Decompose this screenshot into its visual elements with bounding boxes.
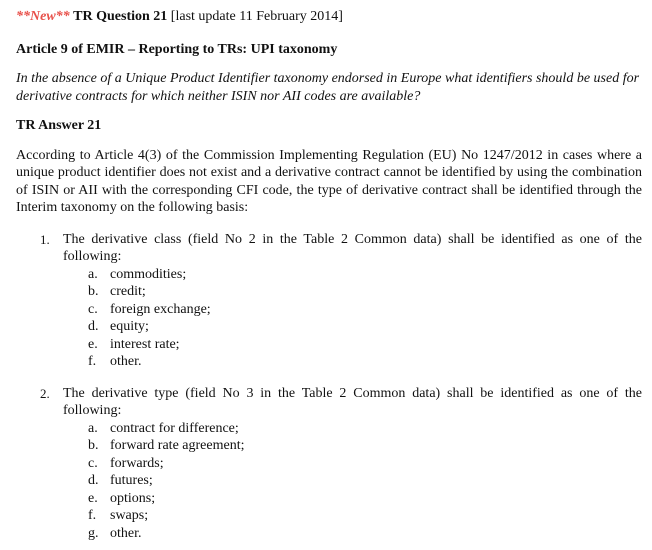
sublist-item xyxy=(63,472,642,490)
list-item-derivative-type xyxy=(16,385,642,543)
sublist-letter: d. xyxy=(88,319,99,334)
sublist-letter: e. xyxy=(88,336,98,352)
sublist-text: swaps; xyxy=(110,508,149,523)
sublist-letter: c. xyxy=(88,455,98,471)
sublist-item xyxy=(63,420,642,438)
sublist-item xyxy=(63,336,642,354)
sublist-letter: a. xyxy=(88,420,98,436)
sublist-letter: b. xyxy=(88,438,99,453)
list-item-text: The derivative type (field No 3 in the Table 2 Common data) shall be identified as one of the following: xyxy=(63,385,642,418)
taxonomy-list xyxy=(16,231,642,543)
sublist-letter: f. xyxy=(88,508,97,523)
sublist-letter: e. xyxy=(88,490,98,506)
new-flag: **New** xyxy=(16,9,70,24)
sublist-text: commodities; xyxy=(110,266,187,282)
list-item-derivative-class xyxy=(16,231,642,371)
sublist-text: forward rate agreement; xyxy=(110,438,245,453)
sublist-item xyxy=(63,490,642,508)
sublist-item xyxy=(63,301,642,319)
sublist-letter: f. xyxy=(88,354,97,369)
sublist-letter: b. xyxy=(88,284,99,299)
sublist-text: forwards; xyxy=(110,455,164,471)
list-number: 1. xyxy=(40,231,50,247)
sublist-text: contract for difference; xyxy=(110,420,239,436)
sublist-text: futures; xyxy=(110,473,153,488)
sublist-text: foreign exchange; xyxy=(110,301,211,317)
sublist-item xyxy=(63,353,642,371)
answer-paragraph: According to Article 4(3) of the Commission Implementing Regulation (EU) No 1247/2012 in cases where a unique product identifier does not exist and a derivative contract cannot be identified by using the combination of ISIN or AII with the corresponding CFI code, the type of derivative contract shall be identified through the Interim taxonomy on the following basis: xyxy=(16,147,642,215)
sublist-text: other. xyxy=(110,525,142,541)
sublist-item xyxy=(63,525,642,543)
sublist-letter: a. xyxy=(88,266,98,282)
update-note: [last update 11 February 2014] xyxy=(170,9,343,24)
sublist-item xyxy=(63,318,642,336)
list-number: 2. xyxy=(40,385,50,401)
article-title: Article 9 of EMIR – Reporting to TRs: UPI taxonomy xyxy=(16,41,338,57)
sublist-text: options; xyxy=(110,490,156,506)
sublist-derivative-type xyxy=(63,420,642,543)
sublist-letter: c. xyxy=(88,301,98,317)
question-title xyxy=(16,8,642,26)
sublist-text: other. xyxy=(110,354,142,369)
sublist-item xyxy=(63,266,642,284)
list-item-text: The derivative class (field No 2 in the Table 2 Common data) shall be identified as one of the following: xyxy=(63,231,642,264)
sublist-derivative-class xyxy=(63,266,642,371)
sublist-item xyxy=(63,455,642,473)
sublist-text: interest rate; xyxy=(110,336,180,352)
sublist-letter: d. xyxy=(88,473,99,488)
sublist-letter: g. xyxy=(88,525,99,541)
sublist-text: credit; xyxy=(110,284,146,299)
sublist-text: equity; xyxy=(110,319,149,334)
answer-heading: TR Answer 21 xyxy=(16,118,102,133)
question-label: TR Question 21 xyxy=(73,9,168,24)
sublist-item xyxy=(63,437,642,455)
sublist-item xyxy=(63,507,642,525)
sublist-item xyxy=(63,283,642,301)
question-text: In the absence of a Unique Product Identifier taxonomy endorsed in Europe what identifiers should be used for derivative contracts for which neither ISIN nor AII codes are available? xyxy=(16,71,640,104)
